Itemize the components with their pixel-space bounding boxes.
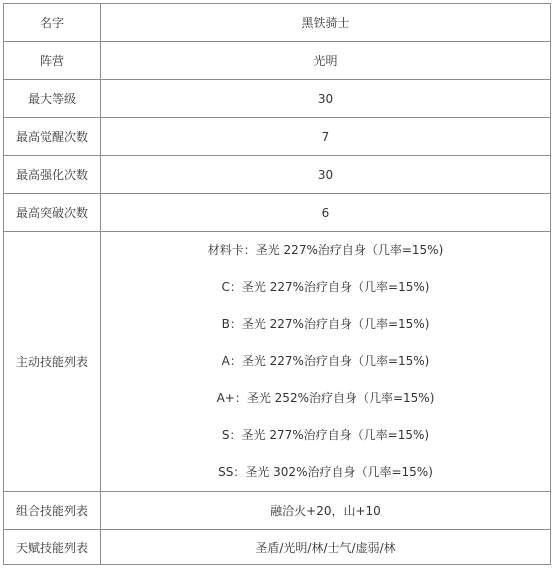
table-row-faction bbox=[4, 42, 551, 80]
active-skill-item: SS：圣光 302%治疗自身（几率=15%) bbox=[218, 465, 433, 479]
row-value-max-enhance: 30 bbox=[101, 156, 551, 194]
table-row-max-breakthrough bbox=[4, 194, 551, 232]
row-value-combo-skills: 融洽火+20，山+10 bbox=[101, 492, 551, 530]
row-label-combo-skills: 组合技能列表 bbox=[4, 492, 101, 530]
active-skill-item: A：圣光 227%治疗自身（几率=15%) bbox=[221, 354, 430, 368]
active-skill-item: 材料卡：圣光 227%治疗自身（几率=15%) bbox=[207, 243, 444, 257]
row-label-talent-skills: 天赋技能列表 bbox=[4, 530, 101, 565]
row-label-max-enhance: 最高强化次数 bbox=[4, 156, 101, 194]
row-label-max-breakthrough: 最高突破次数 bbox=[4, 194, 101, 232]
row-label-max-level: 最大等级 bbox=[4, 80, 101, 118]
table-row-active-skills bbox=[4, 232, 551, 492]
table-row-talent-skills bbox=[4, 530, 551, 565]
row-label-name: 名字 bbox=[4, 4, 101, 42]
row-value-talent-skills: 圣盾/光明/林/士气/虚弱/林 bbox=[101, 530, 551, 565]
row-value-name: 黑铁骑士 bbox=[101, 4, 551, 42]
character-info-table bbox=[3, 3, 551, 565]
active-skill-item: S：圣光 277%治疗自身（几率=15%) bbox=[221, 428, 430, 442]
active-skills-cell bbox=[101, 232, 551, 492]
info-table-wrapper bbox=[3, 3, 551, 565]
row-value-faction: 光明 bbox=[101, 42, 551, 80]
row-value-max-level: 30 bbox=[101, 80, 551, 118]
active-skill-item: C：圣光 227%治疗自身（几率=15%) bbox=[221, 280, 430, 294]
row-label-max-awaken: 最高觉醒次数 bbox=[4, 118, 101, 156]
active-skill-list bbox=[101, 232, 550, 491]
table-row-name bbox=[4, 4, 551, 42]
row-value-max-awaken: 7 bbox=[101, 118, 551, 156]
table-row-max-awaken bbox=[4, 118, 551, 156]
active-skill-item: A+：圣光 252%治疗自身（几率=15%) bbox=[216, 391, 435, 405]
row-label-active-skills: 主动技能列表 bbox=[4, 232, 101, 492]
table-row-max-enhance bbox=[4, 156, 551, 194]
table-row-combo-skills bbox=[4, 492, 551, 530]
table-row-max-level bbox=[4, 80, 551, 118]
row-value-max-breakthrough: 6 bbox=[101, 194, 551, 232]
active-skill-item: B：圣光 227%治疗自身（几率=15%) bbox=[221, 317, 430, 331]
row-label-faction: 阵营 bbox=[4, 42, 101, 80]
